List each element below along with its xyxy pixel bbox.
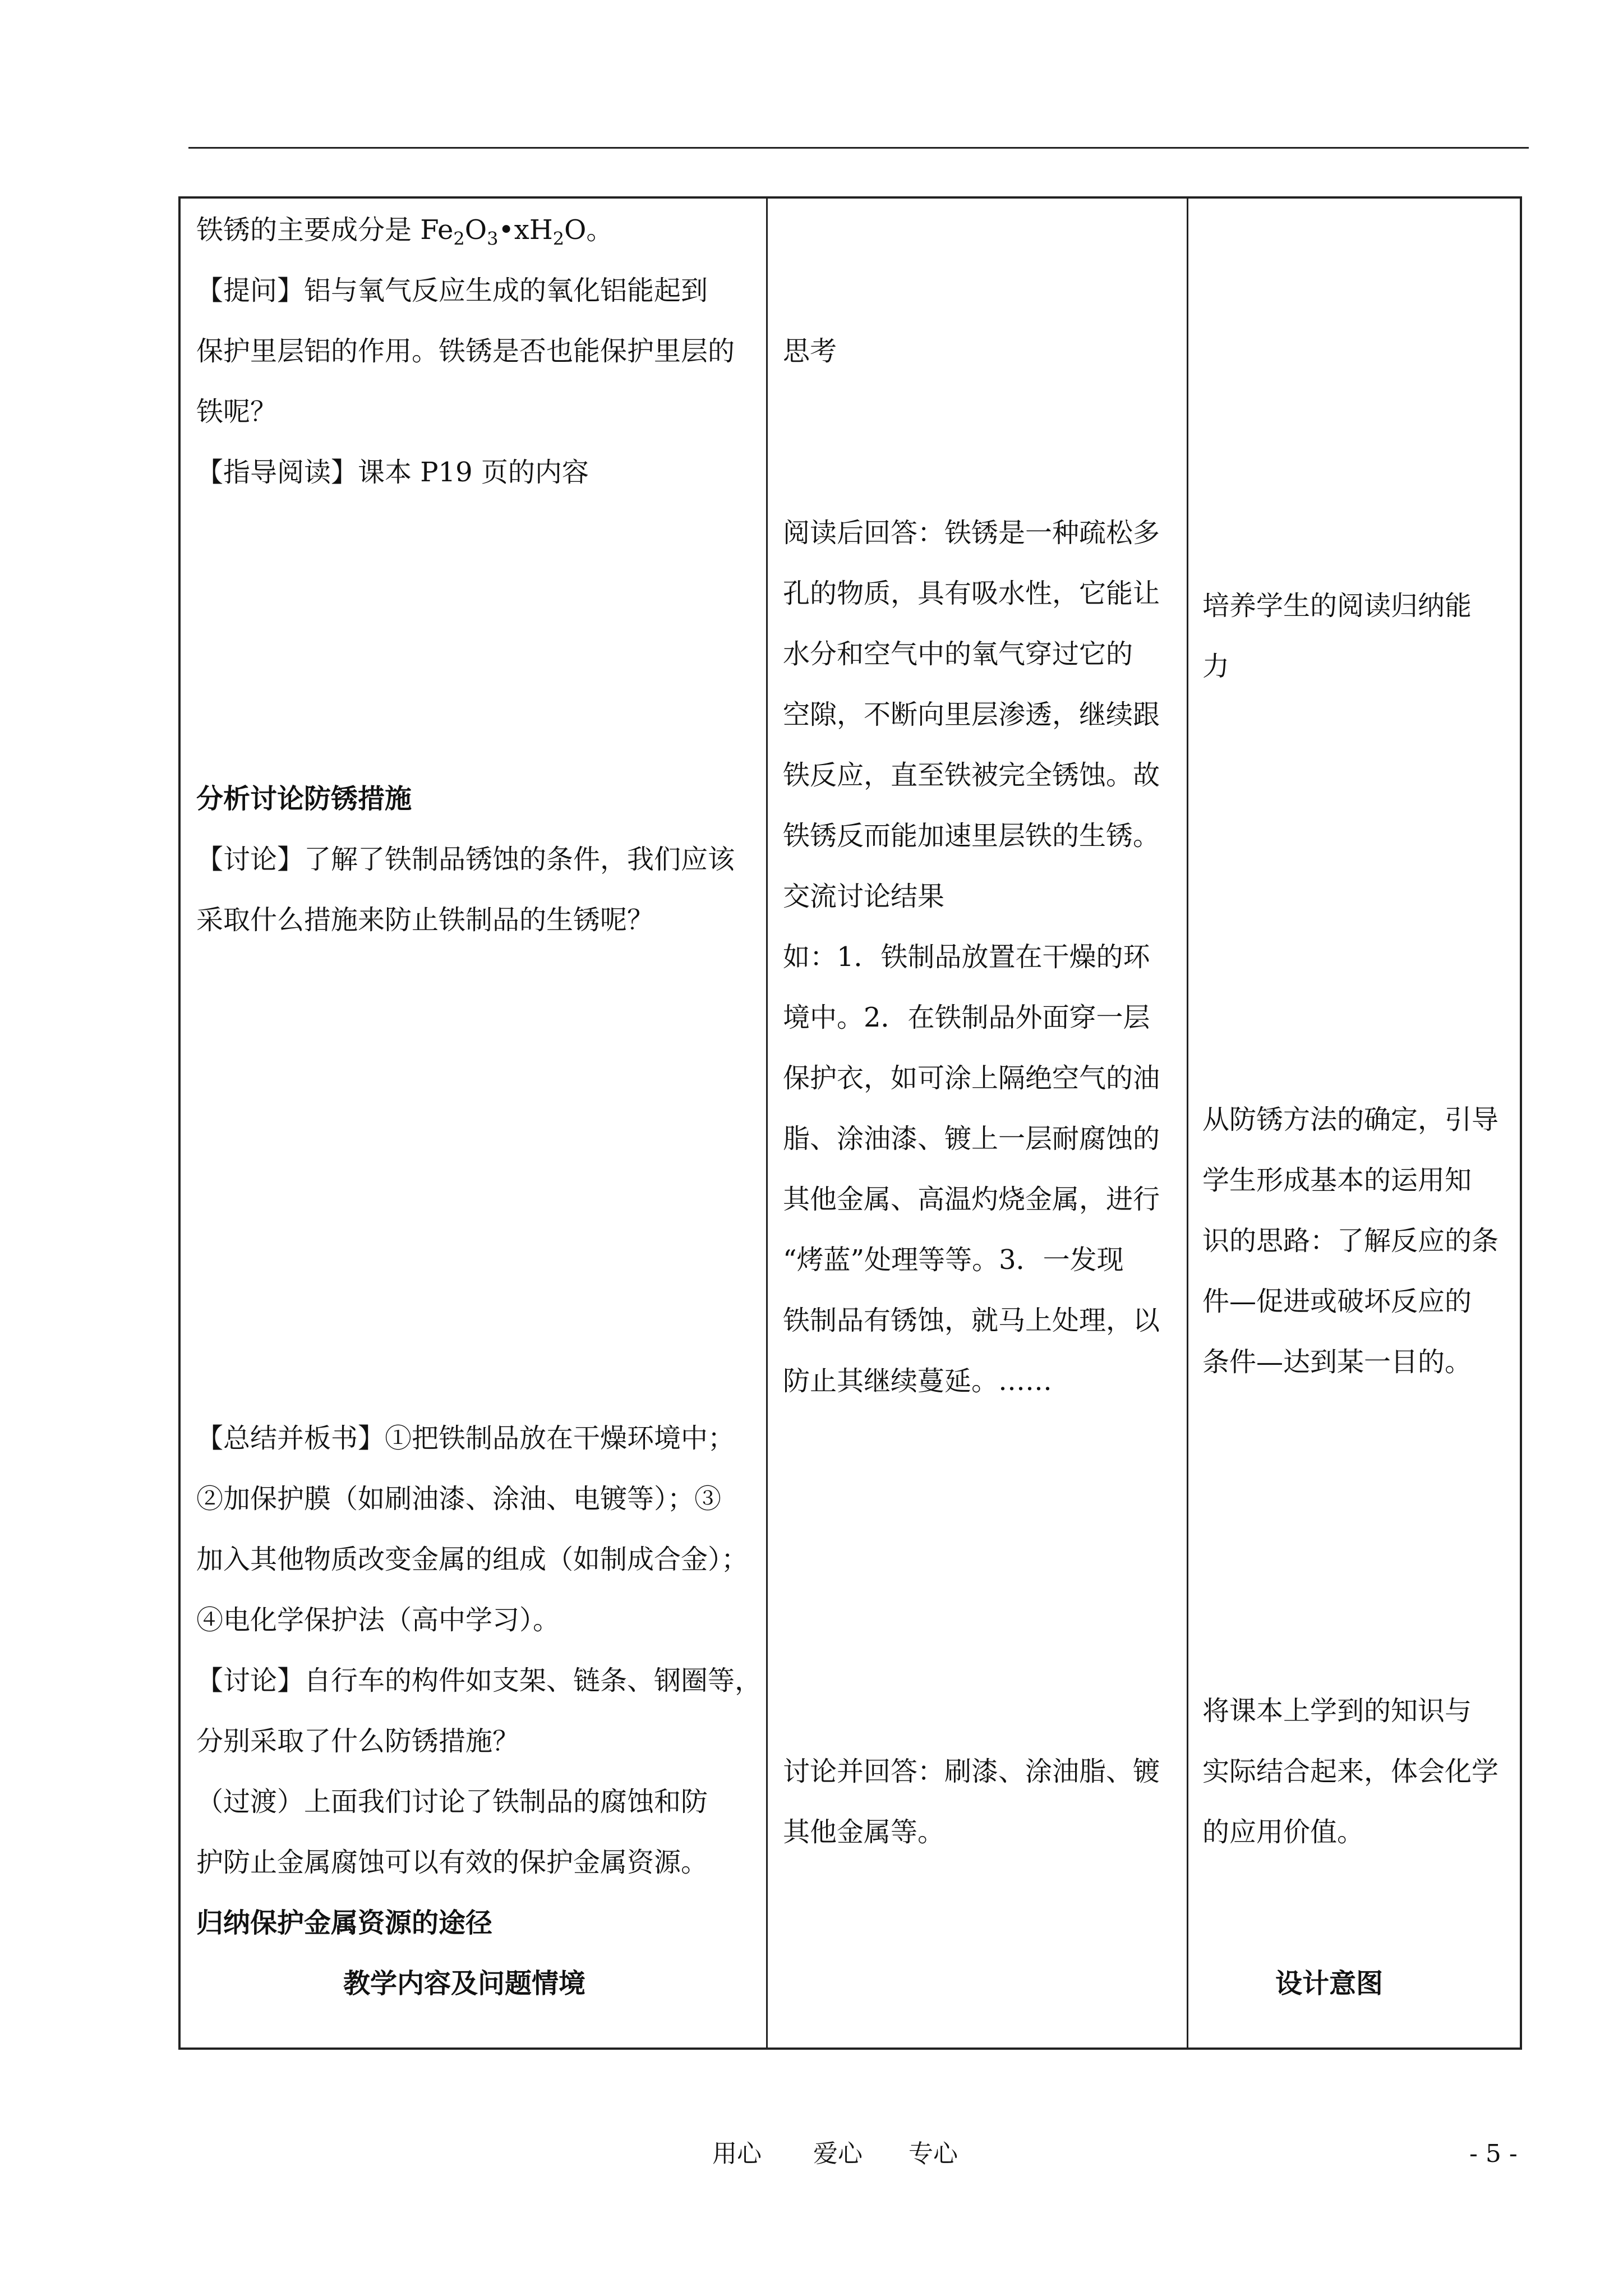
discussion-result-line: 防止其继续蔓延。…… [783, 1365, 1053, 1397]
summary-line: ②加保护膜（如刷油漆、涂油、电镀等）；③ [196, 1483, 722, 1515]
discussion-result-line: 境中。2．在铁制品外面穿一层 [783, 1002, 1150, 1033]
discussion-result-line: 交流讨论结果 [783, 881, 945, 912]
header-rule [188, 147, 1529, 149]
summary-line: ④电化学保护法（高中学习）。 [196, 1604, 560, 1636]
reading-answer-line: 铁锈反而能加速里层铁的生锈。 [783, 820, 1160, 852]
bike-answer-line: 其他金属等。 [783, 1816, 945, 1848]
bike-answer-line: 讨论并回答：刷漆、涂油脂、镀 [783, 1756, 1160, 1787]
intent-line: 力 [1202, 651, 1230, 682]
transition-line: 护防止金属腐蚀可以有效的保护金属资源。 [196, 1847, 708, 1878]
page-number: - 5 - [1469, 2139, 1518, 2168]
reading-answer-line: 铁反应，直至铁被完全锈蚀。故 [783, 760, 1160, 791]
question-line: 保护里层铝的作用。铁锈是否也能保护里层的 [196, 335, 735, 367]
discussion-line: 分别采取了什么防锈措施？ [196, 1726, 520, 1757]
intent-line: 学生形成基本的运用知 [1202, 1165, 1472, 1196]
footer-motto-1: 用心 [712, 2139, 762, 2168]
reading-answer-line: 空隙，不断向里层渗透，继续跟 [783, 699, 1160, 730]
discussion-line: 【讨论】了解了铁制品锈蚀的条件，我们应该 [196, 844, 735, 875]
section-heading-prevention: 分析讨论防锈措施 [196, 783, 412, 815]
summary-line: 【总结并板书】①把铁制品放在干燥环境中； [196, 1423, 735, 1454]
lesson-plan-table [178, 196, 1522, 2050]
design-intent-column [1187, 199, 1524, 2047]
discussion-result-line: 如：1．铁制品放置在干燥的环 [783, 941, 1150, 973]
think-text: 思考 [783, 335, 837, 367]
discussion-result-line: 保护衣，如可涂上隔绝空气的油 [783, 1062, 1160, 1094]
summary-line: 加入其他物质改变金属的组成（如制成合金）； [196, 1544, 749, 1575]
intent-line: 培养学生的阅读归纳能 [1202, 590, 1472, 622]
guided-reading-line: 【指导阅读】课本 P19 页的内容 [196, 457, 589, 488]
footer-motto-2: 爱心 [813, 2139, 863, 2168]
student-activity-column [766, 199, 1187, 2047]
reading-answer-line: 水分和空气中的氧气穿过它的 [783, 638, 1133, 670]
reading-answer-line: 孔的物质，具有吸水性，它能让 [783, 578, 1160, 609]
intent-line: 件—促进或破坏反应的 [1202, 1286, 1472, 1317]
intent-line: 条件—达到某一目的。 [1202, 1346, 1472, 1378]
question-line: 【提问】铝与氧气反应生成的氧化铝能起到 [196, 275, 708, 306]
discussion-result-line: 铁制品有锈蚀，就马上处理，以 [783, 1305, 1160, 1336]
intent-line: 将课本上学到的知识与 [1202, 1695, 1472, 1727]
column-header-teaching-content: 教学内容及问题情境 [343, 1968, 586, 1999]
discussion-line: 采取什么措施来防止铁制品的生锈呢？ [196, 904, 654, 936]
footer-motto-3: 专心 [909, 2139, 958, 2168]
reading-answer-line: 阅读后回答：铁锈是一种疏松多 [783, 517, 1160, 549]
section-heading-resources: 归纳保护金属资源的途径 [196, 1907, 493, 1939]
intent-line: 识的思路：了解反应的条 [1202, 1225, 1499, 1257]
transition-line: （过渡）上面我们讨论了铁制品的腐蚀和防 [196, 1786, 708, 1818]
intent-line: 实际结合起来，体会化学 [1202, 1756, 1499, 1787]
column-header-design-intent: 设计意图 [1275, 1968, 1384, 1999]
discussion-line: 【讨论】自行车的构件如支架、链条、钢圈等， [196, 1665, 762, 1696]
question-line: 铁呢？ [196, 396, 278, 427]
discussion-result-line: “烤蓝”处理等等。3．一发现 [783, 1244, 1124, 1276]
discussion-result-line: 其他金属、高温灼烧金属，进行 [783, 1184, 1160, 1215]
teaching-content-column [181, 199, 766, 2047]
intent-line: 的应用价值。 [1202, 1816, 1364, 1848]
rust-composition-line: 铁锈的主要成分是 $Fe_2O_3•xH_2O$。 [196, 214, 614, 250]
intent-line: 从防锈方法的确定，引导 [1202, 1104, 1499, 1135]
discussion-result-line: 脂、涂油漆、镀上一层耐腐蚀的 [783, 1123, 1160, 1154]
